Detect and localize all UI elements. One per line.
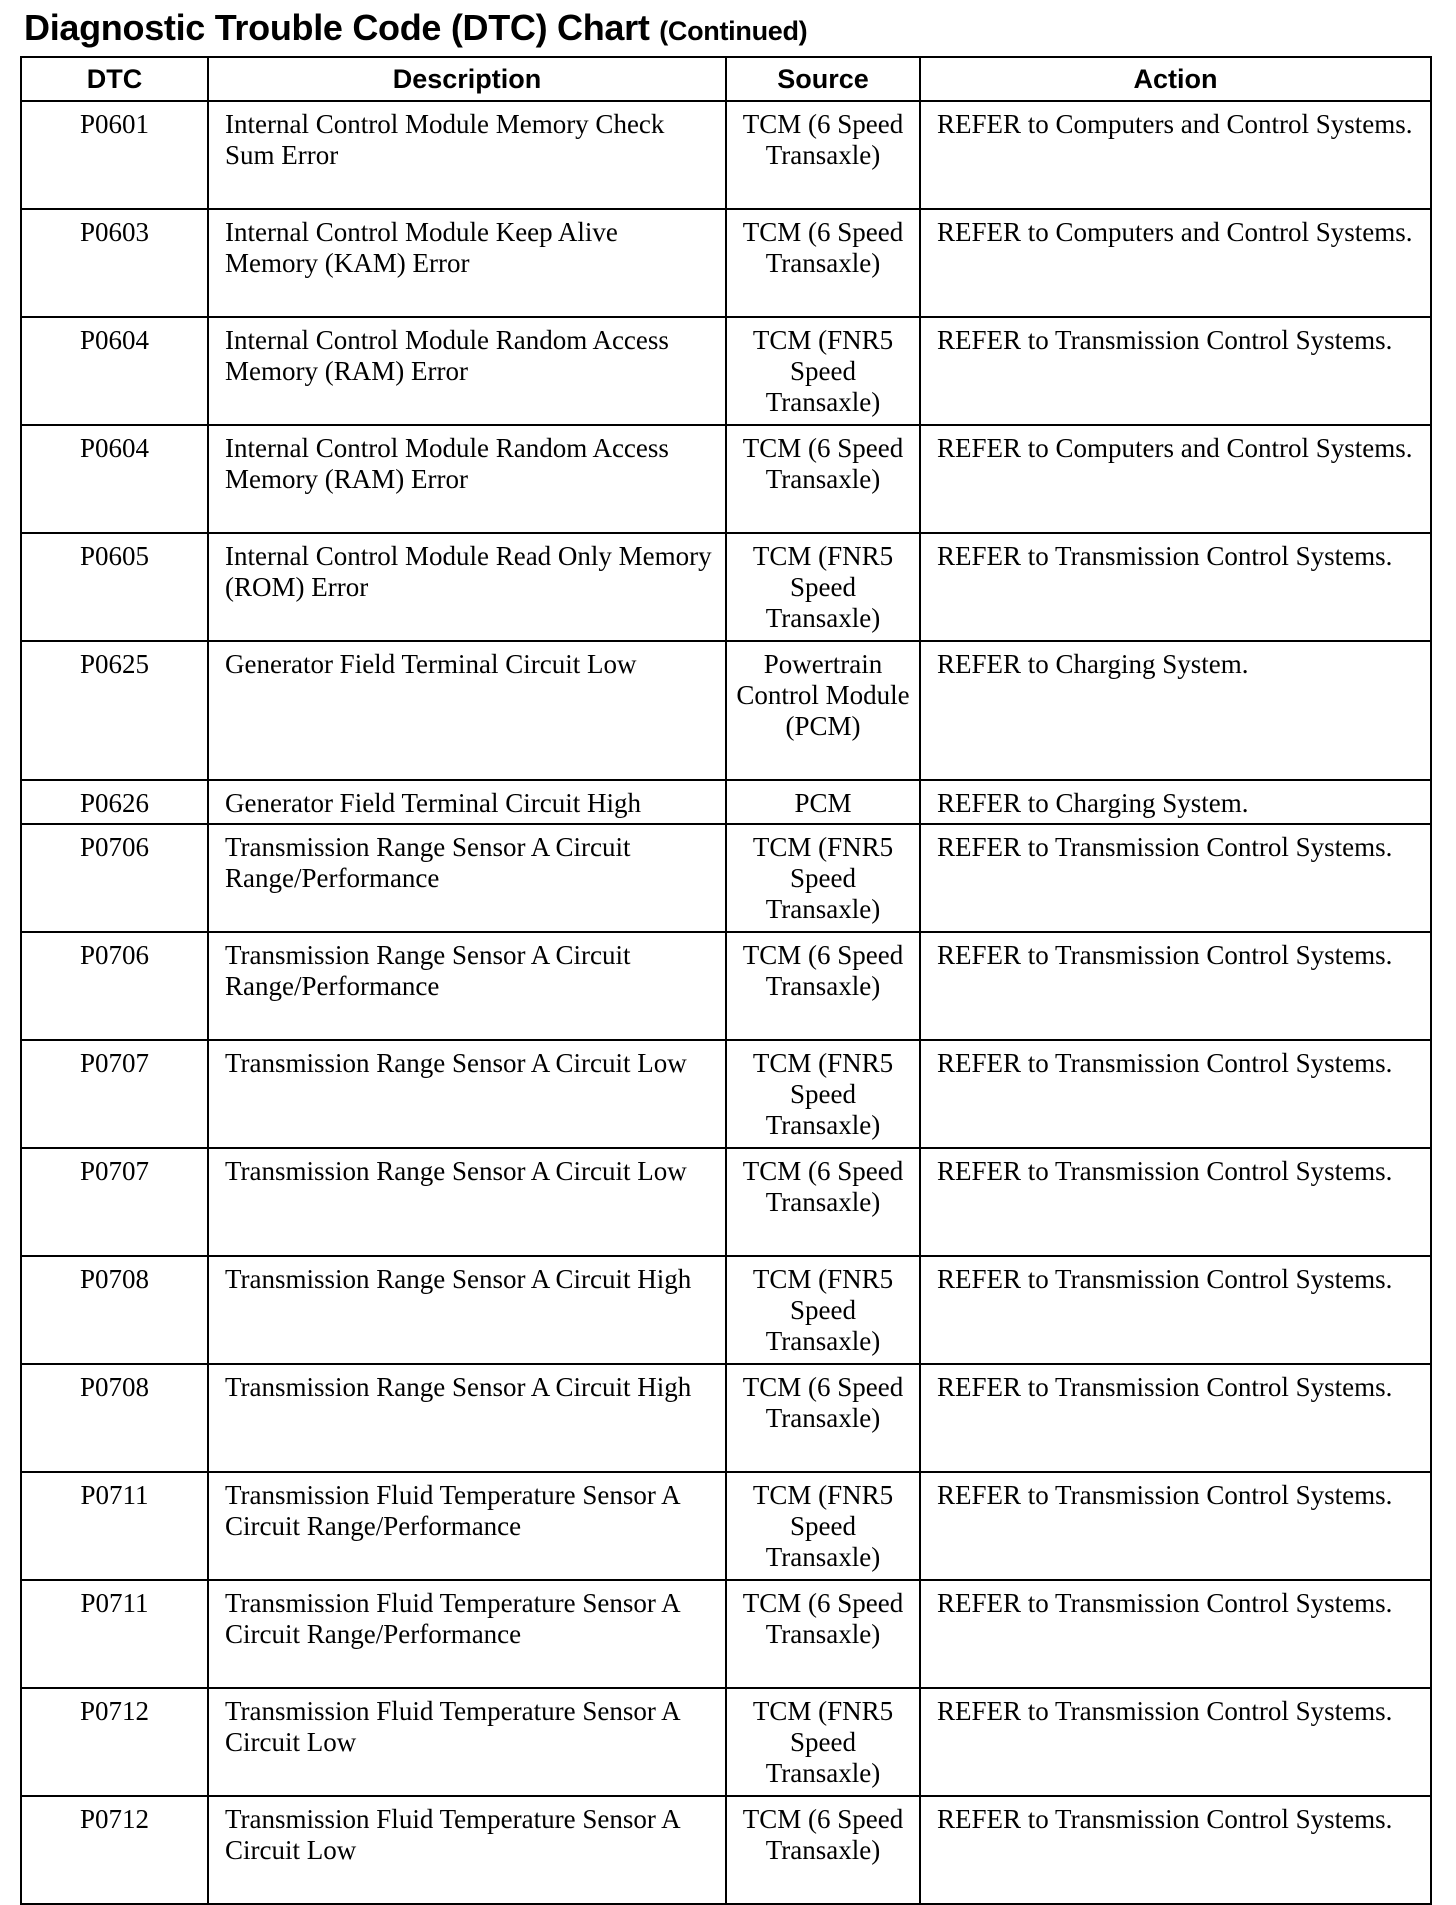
- dtc-action: REFER to Transmission Control Systems.: [920, 1688, 1431, 1796]
- dtc-action: REFER to Transmission Control Systems.: [920, 824, 1431, 932]
- page-title-main: Diagnostic Trouble Code (DTC) Chart: [24, 7, 650, 48]
- dtc-description: Generator Field Terminal Circuit Low: [208, 641, 726, 780]
- dtc-code: P0707: [21, 1148, 208, 1256]
- dtc-action: REFER to Charging System.: [920, 641, 1431, 780]
- dtc-source: TCM (FNR5 Speed Transaxle): [726, 1040, 920, 1148]
- table-row: [21, 1040, 1431, 1148]
- table-row: [21, 1580, 1431, 1688]
- table-row: [21, 425, 1431, 533]
- dtc-description: Internal Control Module Random Access Memory (RAM) Error: [208, 317, 726, 425]
- table-row: [21, 101, 1431, 209]
- dtc-action: REFER to Transmission Control Systems.: [920, 1472, 1431, 1580]
- dtc-description: Transmission Range Sensor A Circuit Low: [208, 1148, 726, 1256]
- dtc-action: REFER to Transmission Control Systems.: [920, 533, 1431, 641]
- dtc-source: TCM (FNR5 Speed Transaxle): [726, 1256, 920, 1364]
- dtc-code: P0706: [21, 824, 208, 932]
- table-row: [21, 1688, 1431, 1796]
- dtc-code: P0707: [21, 1040, 208, 1148]
- dtc-source: TCM (FNR5 Speed Transaxle): [726, 1472, 920, 1580]
- dtc-code: P0708: [21, 1364, 208, 1472]
- dtc-code: P0605: [21, 533, 208, 641]
- dtc-action: REFER to Charging System.: [920, 780, 1431, 824]
- dtc-source: TCM (6 Speed Transaxle): [726, 932, 920, 1040]
- table-row: [21, 1796, 1431, 1904]
- dtc-description: Transmission Range Sensor A Circuit High: [208, 1256, 726, 1364]
- table-row: [21, 1472, 1431, 1580]
- dtc-code: P0601: [21, 101, 208, 209]
- dtc-code: P0708: [21, 1256, 208, 1364]
- table-row: [21, 209, 1431, 317]
- header-dtc: DTC: [21, 57, 208, 101]
- dtc-description: Transmission Fluid Temperature Sensor A Circuit Range/Performance: [208, 1580, 726, 1688]
- dtc-code: P0711: [21, 1580, 208, 1688]
- dtc-description: Generator Field Terminal Circuit High: [208, 780, 726, 824]
- dtc-source: TCM (FNR5 Speed Transaxle): [726, 317, 920, 425]
- dtc-action: REFER to Transmission Control Systems.: [920, 317, 1431, 425]
- dtc-action: REFER to Transmission Control Systems.: [920, 1580, 1431, 1688]
- dtc-source: TCM (FNR5 Speed Transaxle): [726, 533, 920, 641]
- dtc-action: REFER to Transmission Control Systems.: [920, 1796, 1431, 1904]
- table-row: [21, 1148, 1431, 1256]
- dtc-action: REFER to Transmission Control Systems.: [920, 1040, 1431, 1148]
- dtc-source: Powertrain Control Module (PCM): [726, 641, 920, 780]
- dtc-source: TCM (6 Speed Transaxle): [726, 1148, 920, 1256]
- dtc-source: TCM (6 Speed Transaxle): [726, 1364, 920, 1472]
- table-row: [21, 641, 1431, 780]
- dtc-description: Internal Control Module Memory Check Sum Error: [208, 101, 726, 209]
- dtc-code: P0604: [21, 425, 208, 533]
- dtc-source: PCM: [726, 780, 920, 824]
- dtc-code: P0626: [21, 780, 208, 824]
- dtc-description: Transmission Range Sensor A Circuit Range/Performance: [208, 932, 726, 1040]
- dtc-description: Transmission Fluid Temperature Sensor A Circuit Low: [208, 1688, 726, 1796]
- dtc-description: Internal Control Module Random Access Memory (RAM) Error: [208, 425, 726, 533]
- dtc-code: P0712: [21, 1796, 208, 1904]
- header-action: Action: [920, 57, 1431, 101]
- header-description: Description: [208, 57, 726, 101]
- header-source: Source: [726, 57, 920, 101]
- table-row: [21, 1364, 1431, 1472]
- table-header-row: [21, 57, 1431, 101]
- dtc-source: TCM (6 Speed Transaxle): [726, 1580, 920, 1688]
- table-row: [21, 1256, 1431, 1364]
- dtc-source: TCM (FNR5 Speed Transaxle): [726, 824, 920, 932]
- dtc-source: TCM (6 Speed Transaxle): [726, 425, 920, 533]
- table-row: [21, 317, 1431, 425]
- dtc-code: P0712: [21, 1688, 208, 1796]
- dtc-source: TCM (6 Speed Transaxle): [726, 101, 920, 209]
- dtc-action: REFER to Transmission Control Systems.: [920, 1148, 1431, 1256]
- dtc-description: Internal Control Module Read Only Memory (ROM) Error: [208, 533, 726, 641]
- dtc-description: Transmission Fluid Temperature Sensor A Circuit Range/Performance: [208, 1472, 726, 1580]
- dtc-description: Transmission Range Sensor A Circuit High: [208, 1364, 726, 1472]
- dtc-code: P0711: [21, 1472, 208, 1580]
- dtc-code: P0603: [21, 209, 208, 317]
- dtc-description: Transmission Range Sensor A Circuit Range/Performance: [208, 824, 726, 932]
- dtc-code: P0625: [21, 641, 208, 780]
- page-title: [24, 6, 807, 53]
- dtc-code: P0706: [21, 932, 208, 1040]
- dtc-action: REFER to Computers and Control Systems.: [920, 425, 1431, 533]
- table-row: [21, 533, 1431, 641]
- dtc-code: P0604: [21, 317, 208, 425]
- page-title-suffix: (Continued): [659, 16, 808, 46]
- table-row: [21, 780, 1431, 824]
- dtc-action: REFER to Computers and Control Systems.: [920, 101, 1431, 209]
- dtc-description: Transmission Fluid Temperature Sensor A Circuit Low: [208, 1796, 726, 1904]
- dtc-action: REFER to Transmission Control Systems.: [920, 1256, 1431, 1364]
- dtc-source: TCM (FNR5 Speed Transaxle): [726, 1688, 920, 1796]
- dtc-description: Transmission Range Sensor A Circuit Low: [208, 1040, 726, 1148]
- dtc-action: REFER to Computers and Control Systems.: [920, 209, 1431, 317]
- table-row: [21, 824, 1431, 932]
- dtc-action: REFER to Transmission Control Systems.: [920, 932, 1431, 1040]
- dtc-source: TCM (6 Speed Transaxle): [726, 1796, 920, 1904]
- table-row: [21, 932, 1431, 1040]
- dtc-source: TCM (6 Speed Transaxle): [726, 209, 920, 317]
- dtc-chart-table: [20, 56, 1432, 1905]
- dtc-description: Internal Control Module Keep Alive Memory (KAM) Error: [208, 209, 726, 317]
- dtc-action: REFER to Transmission Control Systems.: [920, 1364, 1431, 1472]
